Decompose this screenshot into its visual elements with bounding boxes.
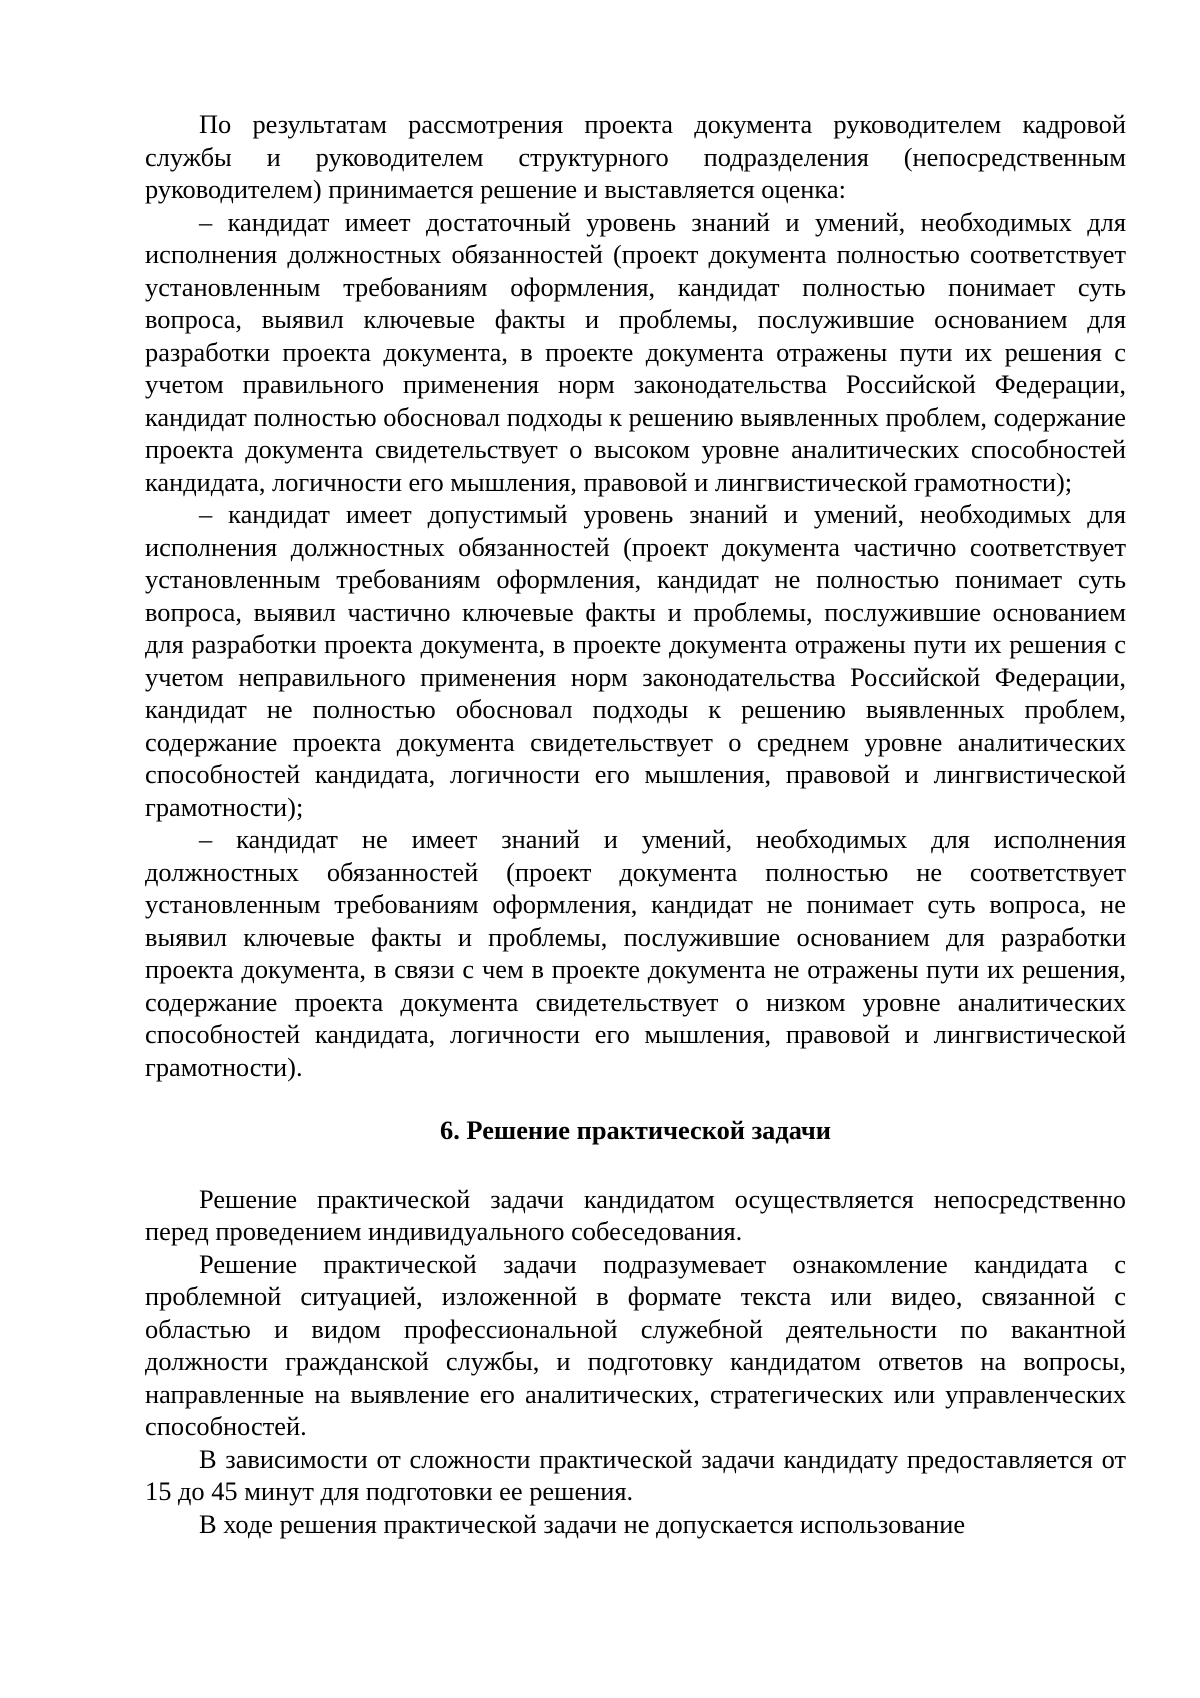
paragraph-task-description: Решение практической задачи подразумевает ознакомление кандидата с проблемной ситуацией, изложенной в формате текста или видео, связанной с областью и видом профессиональной служебной деятельности по вакантной должности гражданской службы, и подготовку кандидатом ответов на вопросы, направленные на выявление его аналитических, стратегических или управленческих способностей. bbox=[145, 1248, 1126, 1441]
section-heading: 6. Решение практической задачи bbox=[440, 1115, 831, 1145]
paragraph-task-duration: В зависимости от сложности практической задачи кандидату предоставляется от 15 до 45 минут для подготовки ее решения. bbox=[145, 1443, 1126, 1506]
paragraph-assessment-acceptable: – кандидат имеет допустимый уровень знаний и умений, необходимых для исполнения должностных обязанностей (проект документа частично соответствует установленным требованиям оформления, кандидат не полностью понимает суть вопроса, выявил частично ключевые факты и проблемы, послужившие основанием для разработки проекта документа, в проекте документа отражены пути их решения с учетом неправильного применения норм законодательства Российской Федерации, кандидат не полностью обосновал подходы к решению выявленных проблем, содержание проекта документа свидетельствует о среднем уровне аналитических способностей кандидата, логичности его мышления, правовой и лингвистической грамотности); bbox=[145, 499, 1126, 822]
paragraph-assessment-sufficient: – кандидат имеет достаточный уровень знаний и умений, необходимых для исполнения должностных обязанностей (проект документа полностью соответствует установленным требованиям оформления, кандидат полностью понимает суть вопроса, выявил ключевые факты и проблемы, послужившие основанием для разработки проекта документа, в проекте документа отражены пути их решения с учетом правильного применения норм законодательства Российской Федерации, кандидат полностью обосновал подходы к решению выявленных проблем, содержание проекта документа свидетельствует о высоком уровне аналитических способностей кандидата, логичности его мышления, правовой и лингвистической грамотности); bbox=[145, 206, 1126, 497]
paragraph-task-timing: Решение практической задачи кандидатом осуществляется непосредственно перед проведением индивидуального собеседования. bbox=[145, 1183, 1126, 1246]
document-page bbox=[145, 108, 1126, 1540]
paragraph-assessment-insufficient: – кандидат не имеет знаний и умений, необходимых для исполнения должностных обязанностей (проект документа полностью не соответствует установленным требованиям оформления, кандидат не понимает суть вопроса, не выявил ключевые факты и проблемы, послужившие основанием для разработки проекта документа, в связи с чем в проекте документа не отражены пути их решения, содержание проекта документа свидетельствует о низком уровне аналитических способностей кандидата, логичности его мышления, правовой и лингвистической грамотности). bbox=[145, 824, 1126, 1082]
paragraph-assessment-intro: По результатам рассмотрения проекта документа руководителем кадровой службы и руководителем структурного подразделения (непосредственным руководителем) принимается решение и выставляется оценка: bbox=[145, 109, 1126, 204]
paragraph-task-restrictions: В ходе решения практической задачи не допускается использование bbox=[199, 1508, 966, 1539]
